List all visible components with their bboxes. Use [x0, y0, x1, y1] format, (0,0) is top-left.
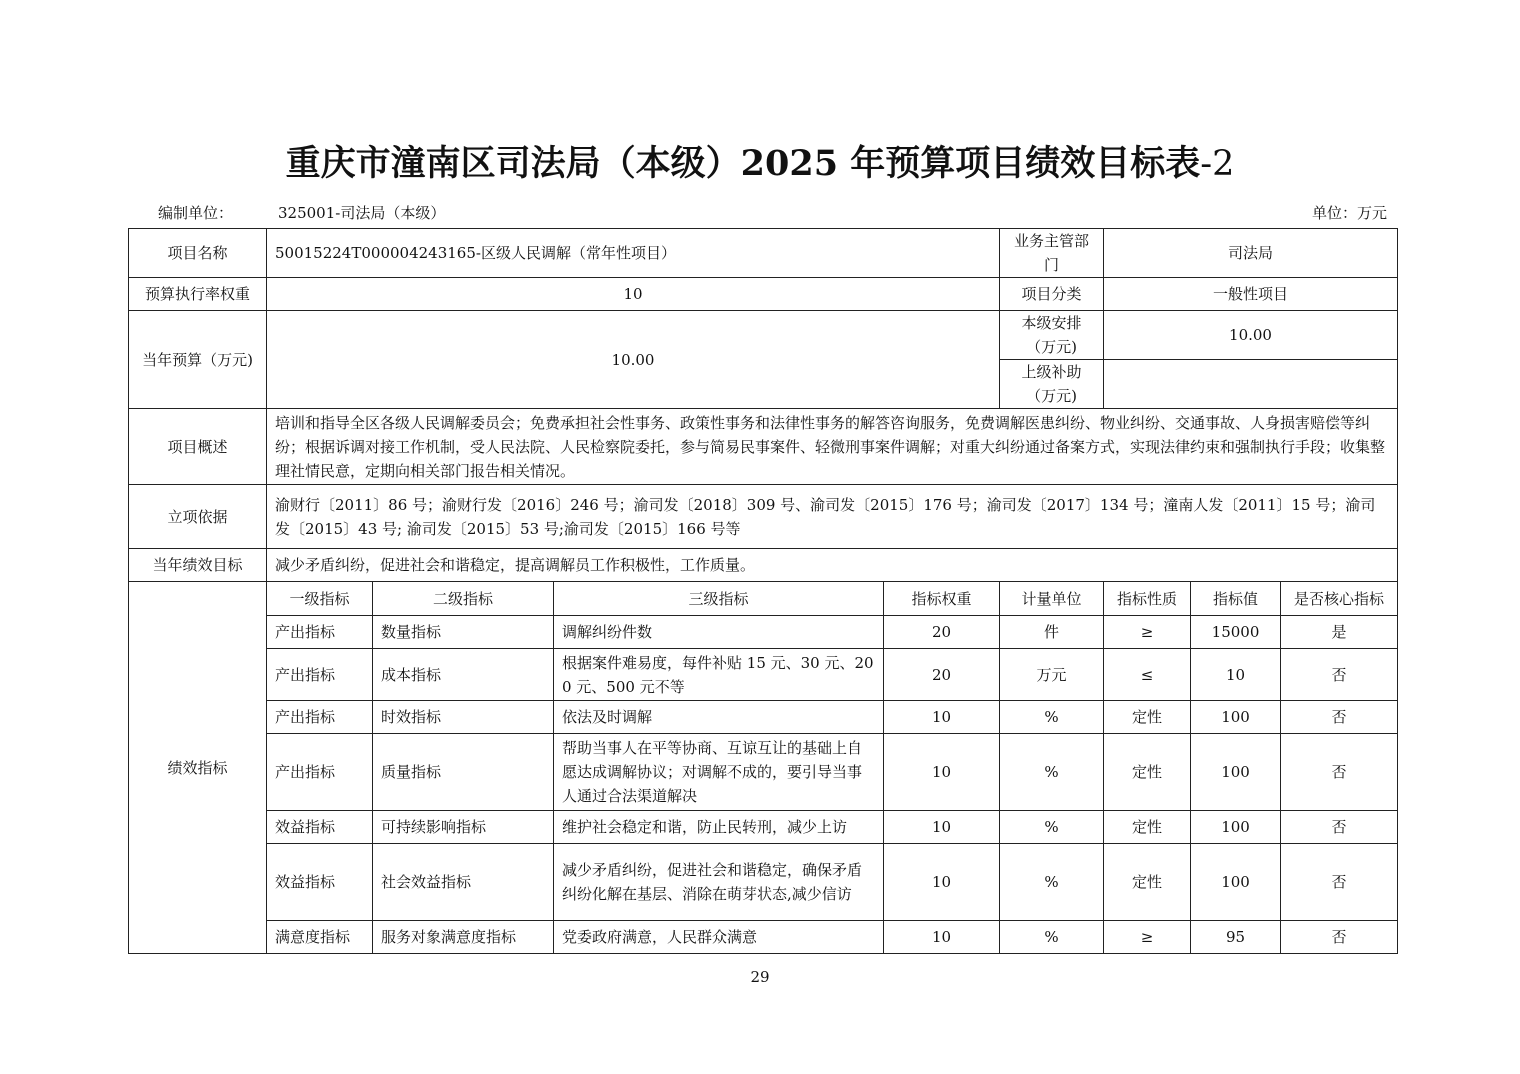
- row-budget-local: [129, 311, 1398, 360]
- table-row: [129, 701, 1398, 734]
- basis-label: 立项依据: [129, 485, 267, 549]
- org-value: 325001-司法局（本级）: [278, 204, 446, 222]
- nature-cell: 定性: [1104, 811, 1191, 844]
- header-level1: 一级指标: [267, 582, 373, 616]
- nature-cell: ≥: [1104, 616, 1191, 649]
- level1-cell: 产出指标: [267, 649, 373, 701]
- unit-cell: %: [1000, 844, 1104, 921]
- header-unit: 计量单位: [1000, 582, 1104, 616]
- weight-cell: 20: [884, 616, 1000, 649]
- category-value: 一般性项目: [1104, 278, 1398, 311]
- dept-label: 业务主管部门: [1000, 229, 1104, 278]
- level3-cell: 减少矛盾纠纷，促进社会和谐稳定，确保矛盾纠纷化解在基层、消除在萌芽状态,减少信访: [554, 844, 884, 921]
- level2-cell: 数量指标: [373, 616, 554, 649]
- title-main: 重庆市潼南区司法局（本级）2025 年预算项目绩效目标表: [285, 143, 1201, 184]
- unit-label: 单位：万元: [1311, 204, 1387, 222]
- weight-value: 10: [267, 278, 1000, 311]
- value-cell: 100: [1191, 844, 1281, 921]
- local-label: 本级安排（万元): [1000, 311, 1104, 360]
- header-value: 指标值: [1191, 582, 1281, 616]
- level1-cell: 产出指标: [267, 734, 373, 811]
- budget-value: 10.00: [267, 311, 1000, 409]
- nature-cell: 定性: [1104, 844, 1191, 921]
- weight-label: 预算执行率权重: [129, 278, 267, 311]
- goal-value: 减少矛盾纠纷，促进社会和谐稳定，提高调解员工作积极性，工作质量。: [267, 549, 1398, 582]
- level3-cell: 党委政府满意，人民群众满意: [554, 921, 884, 954]
- unit-cell: %: [1000, 811, 1104, 844]
- unit-cell: %: [1000, 921, 1104, 954]
- unit-cell: 件: [1000, 616, 1104, 649]
- core-cell: 否: [1281, 734, 1398, 811]
- level1-cell: 产出指标: [267, 701, 373, 734]
- level2-cell: 服务对象满意度指标: [373, 921, 554, 954]
- level3-cell: 维护社会稳定和谐，防止民转刑，减少上访: [554, 811, 884, 844]
- level3-cell: 帮助当事人在平等协商、互谅互让的基础上自愿达成调解协议；对调解不成的，要引导当事人通过合法渠道解决: [554, 734, 884, 811]
- unit-cell: %: [1000, 734, 1104, 811]
- weight-cell: 10: [884, 701, 1000, 734]
- indicator-header-row: [129, 582, 1398, 616]
- row-weight: [129, 278, 1398, 311]
- row-overview: [129, 409, 1398, 485]
- core-cell: 否: [1281, 921, 1398, 954]
- value-cell: 100: [1191, 734, 1281, 811]
- overview-label: 项目概述: [129, 409, 267, 485]
- level2-cell: 时效指标: [373, 701, 554, 734]
- core-cell: 否: [1281, 649, 1398, 701]
- value-cell: 15000: [1191, 616, 1281, 649]
- level3-cell: 依法及时调解: [554, 701, 884, 734]
- budget-label: 当年预算（万元): [129, 311, 267, 409]
- core-cell: 否: [1281, 811, 1398, 844]
- level3-cell: 调解纠纷件数: [554, 616, 884, 649]
- nature-cell: ≤: [1104, 649, 1191, 701]
- superior-value: [1104, 360, 1398, 409]
- header-level3: 三级指标: [554, 582, 884, 616]
- title-suffix: -2: [1200, 144, 1235, 184]
- header-weight: 指标权重: [884, 582, 1000, 616]
- core-cell: 否: [1281, 701, 1398, 734]
- header-level2: 二级指标: [373, 582, 554, 616]
- row-basis: [129, 485, 1398, 549]
- weight-cell: 10: [884, 844, 1000, 921]
- level3-cell: 根据案件难易度，每件补贴 15 元、30 元、200 元、500 元不等: [554, 649, 884, 701]
- table-row: [129, 734, 1398, 811]
- level1-cell: 效益指标: [267, 844, 373, 921]
- table-row: [129, 616, 1398, 649]
- level2-cell: 质量指标: [373, 734, 554, 811]
- org-label: 编制单位：: [158, 204, 234, 222]
- value-cell: 100: [1191, 811, 1281, 844]
- value-cell: 10: [1191, 649, 1281, 701]
- performance-table: [128, 228, 1398, 954]
- nature-cell: 定性: [1104, 734, 1191, 811]
- level1-cell: 产出指标: [267, 616, 373, 649]
- row-goal: [129, 549, 1398, 582]
- value-cell: 100: [1191, 701, 1281, 734]
- nature-cell: ≥: [1104, 921, 1191, 954]
- page-number: 29: [750, 968, 770, 986]
- unit-cell: %: [1000, 701, 1104, 734]
- header-nature: 指标性质: [1104, 582, 1191, 616]
- local-value: 10.00: [1104, 311, 1398, 360]
- project-name-value: 50015224T000004243165-区级人民调解（常年性项目）: [267, 229, 1000, 278]
- page-title: [0, 136, 1520, 186]
- table-row: [129, 811, 1398, 844]
- weight-cell: 20: [884, 649, 1000, 701]
- superior-label: 上级补助（万元): [1000, 360, 1104, 409]
- level1-cell: 效益指标: [267, 811, 373, 844]
- level2-cell: 可持续影响指标: [373, 811, 554, 844]
- indicator-section-label: 绩效指标: [129, 582, 267, 954]
- table-row: [129, 921, 1398, 954]
- value-cell: 95: [1191, 921, 1281, 954]
- table-row: [129, 844, 1398, 921]
- level2-cell: 社会效益指标: [373, 844, 554, 921]
- nature-cell: 定性: [1104, 701, 1191, 734]
- row-project-name: [129, 229, 1398, 278]
- weight-cell: 10: [884, 734, 1000, 811]
- header-core: 是否核心指标: [1281, 582, 1398, 616]
- core-cell: 否: [1281, 844, 1398, 921]
- level2-cell: 成本指标: [373, 649, 554, 701]
- level1-cell: 满意度指标: [267, 921, 373, 954]
- weight-cell: 10: [884, 811, 1000, 844]
- table-row: [129, 649, 1398, 701]
- project-name-label: 项目名称: [129, 229, 267, 278]
- goal-label: 当年绩效目标: [129, 549, 267, 582]
- unit-cell: 万元: [1000, 649, 1104, 701]
- dept-value: 司法局: [1104, 229, 1398, 278]
- overview-value: 培训和指导全区各级人民调解委员会；免费承担社会性事务、政策性事务和法律性事务的解答咨询服务，免费调解医患纠纷、物业纠纷、交通事故、人身损害赔偿等纠纷；根据诉调对接工作机制，受人民法院、人民检察院委托，参与简易民事案件、轻微刑事案件调解；对重大纠纷通过备案方式，实现法律约束和强制执行手段；收集整理社情民意，定期向相关部门报告相关情况。: [267, 409, 1398, 485]
- weight-cell: 10: [884, 921, 1000, 954]
- category-label: 项目分类: [1000, 278, 1104, 311]
- basis-value: 渝财行〔2011〕86 号；渝财行发〔2016〕246 号；渝司发〔2018〕309 号、渝司发〔2015〕176 号；渝司发〔2017〕134 号；潼南人发〔2011〕15 号；渝司发〔2015〕43 号; 渝司发〔2015〕53 号;渝司发〔2015〕166 号等: [267, 485, 1398, 549]
- core-cell: 是: [1281, 616, 1398, 649]
